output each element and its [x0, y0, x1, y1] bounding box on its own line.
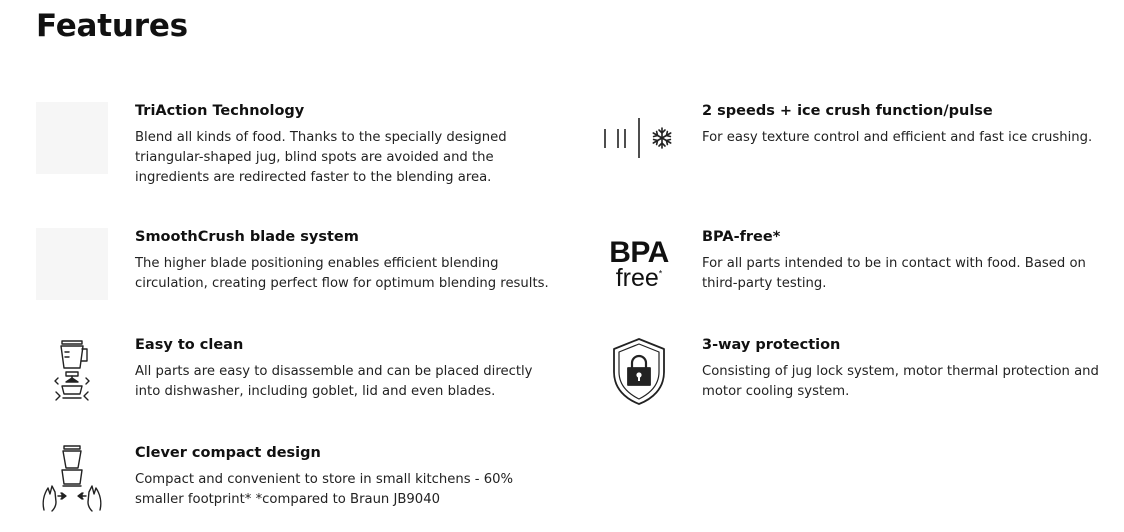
feature-title: BPA-free* — [702, 229, 781, 245]
feature-description: The higher blade positioning enables efficient blending circulation, creating perfect flow for optimum blending results. — [135, 256, 549, 291]
bpa-logo-main: BPA — [609, 235, 669, 269]
page-title: Features — [36, 8, 188, 44]
blender-disassemble-icon — [36, 336, 108, 408]
feature-description: Compact and convenient to store in small kitchens - 60% smaller footprint* *compared to Braun JB9040 — [135, 472, 514, 507]
compact-blender-hands-icon — [36, 444, 108, 516]
feature-title: Clever compact design — [135, 445, 321, 461]
bpa-logo-sub: free — [615, 263, 659, 292]
speed-snowflake-icon — [603, 102, 675, 174]
feature-title: Easy to clean — [135, 337, 244, 353]
feature-title: TriAction Technology — [135, 103, 305, 119]
feature-description: For all parts intended to be in contact with food. Based on third-party testing. — [702, 256, 1086, 291]
shield-lock-icon — [603, 336, 675, 408]
bpa-logo-mark: * — [658, 268, 663, 279]
feature-image-placeholder — [36, 102, 108, 174]
feature-description: All parts are easy to disassemble and can be placed directly into dishwasher, including goblet, lid and even blades. — [135, 364, 533, 399]
feature-title: 2 speeds + ice crush function/pulse — [702, 103, 993, 119]
bpa-free-logo-icon — [603, 228, 675, 300]
feature-description: Consisting of jug lock system, motor thermal protection and motor cooling system. — [702, 364, 1099, 399]
feature-image-placeholder — [36, 228, 108, 300]
feature-description: Blend all kinds of food. Thanks to the specially designed triangular-shaped jug, blind spots are avoided and the ingredients are redirected faster to the blending area. — [135, 130, 507, 185]
feature-description: For easy texture control and efficient and fast ice crushing. — [702, 130, 1093, 145]
feature-title: 3-way protection — [702, 337, 841, 353]
feature-title: SmoothCrush blade system — [135, 229, 359, 245]
